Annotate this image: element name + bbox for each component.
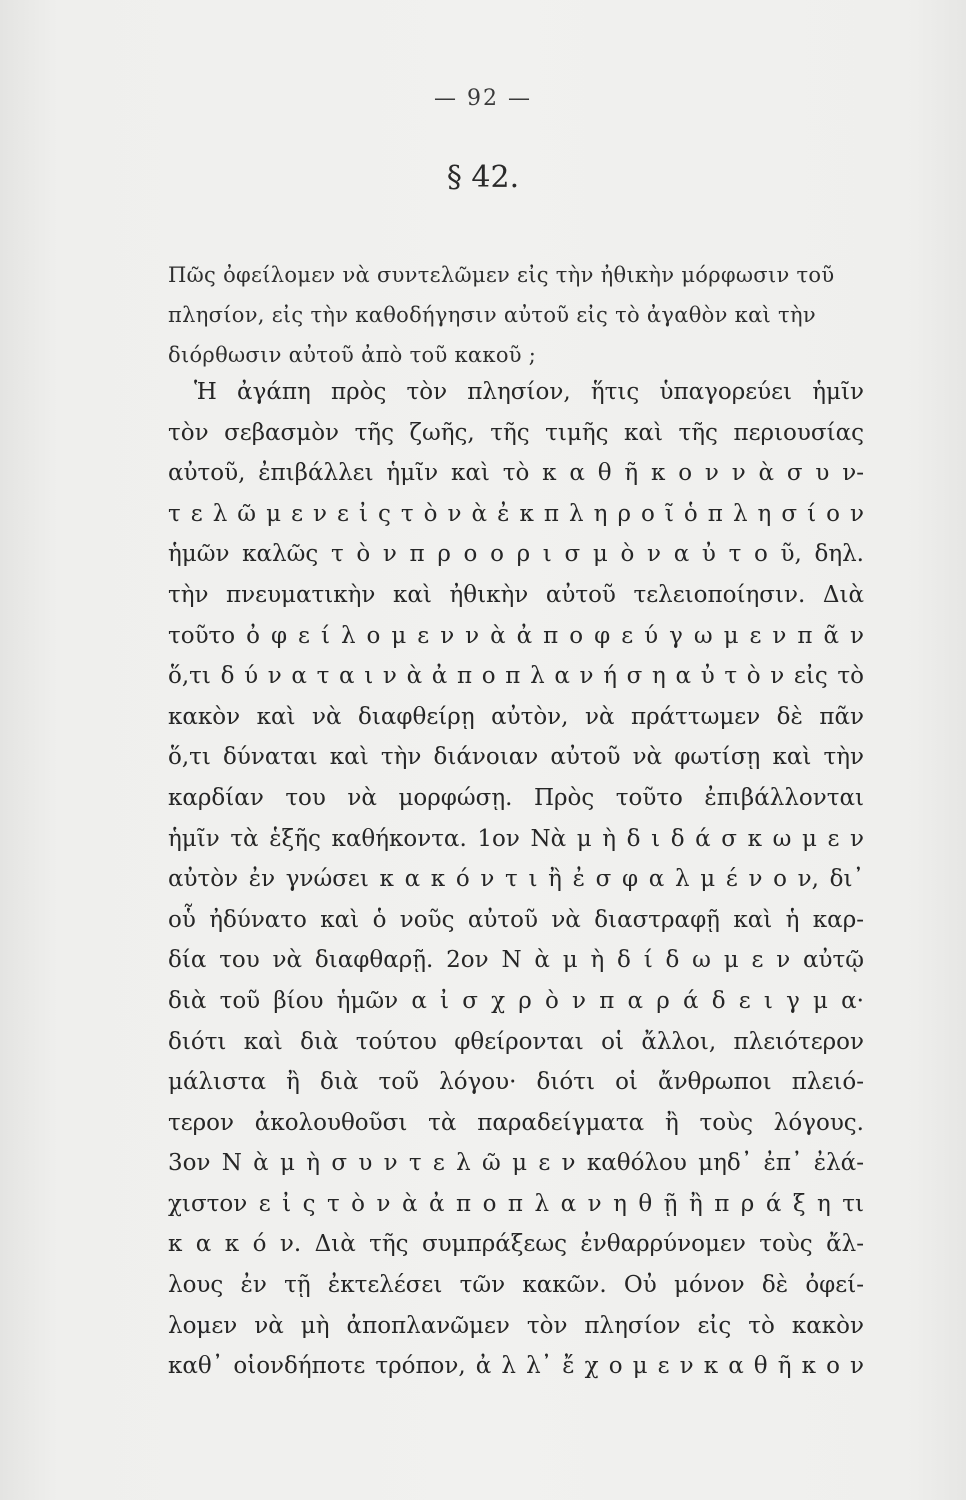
body-line: ὅ,τι δύναται καὶ τὴν διάνοιαν αὐτοῦ νὰ φωτίσῃ καὶ τὴν xyxy=(168,744,864,771)
body-line: κ α κ ό ν. Διὰ τῆς συμπράξεως ἐνθαρρύνομεν τοὺς ἄλ- xyxy=(168,1231,864,1258)
body-line: τὸν σεβασμὸν τῆς ζωῆς, τῆς τιμῆς καὶ τῆς περιουσίας xyxy=(168,419,864,446)
body-line: καθ᾽ οἱονδήποτε τρόπον, ἀ λ λ᾽ ἔ χ ο μ ε ν κ α θ ῆ κ ο ν xyxy=(168,1353,864,1380)
body-line: δία του νὰ διαφθαρῇ. 2ον Ν ὰ μ ὴ δ ί δ ω μ ε ν αὐτῷ xyxy=(168,947,864,974)
body-line: μάλιστα ἢ διὰ τοῦ λόγου· διότι οἱ ἄνθρωποι πλειό- xyxy=(168,1069,864,1096)
section-question xyxy=(168,255,858,375)
body-line: καρδίαν του νὰ μορφώσῃ. Πρὸς τοῦτο ἐπιβάλλονται xyxy=(168,784,864,811)
body-line: τὴν πνευματικὴν καὶ ἠθικὴν αὐτοῦ τελειοποίησιν. Διὰ xyxy=(168,581,864,608)
body-line: αὐτὸν ἐν γνώσει κ α κ ό ν τ ι ἢ ἐ σ φ α λ μ έ ν ο ν, δι᾽ xyxy=(168,866,864,893)
body-line: ἡμῖν τὰ ἑξῆς καθήκοντα. 1ον Νὰ μ ὴ δ ι δ ά σ κ ω μ ε ν xyxy=(168,825,864,852)
body-line: διὰ τοῦ βίου ἡμῶν α ἰ σ χ ρ ὸ ν π α ρ ά δ ε ι γ μ α· xyxy=(168,987,864,1014)
question-line: διόρθωσιν αὐτοῦ ἀπὸ τοῦ κακοῦ ; xyxy=(168,343,537,367)
body-line: ἡμῶν καλῶς τ ὸ ν π ρ ο ο ρ ι σ μ ὸ ν α ὐ τ ο ῦ, δηλ. xyxy=(168,541,864,568)
body-line: οὗ ἠδύνατο καὶ ὁ νοῦς αὐτοῦ νὰ διαστραφῇ καὶ ἡ καρ- xyxy=(168,906,864,933)
body-line: Ἡ ἀγάπη πρὸς τὸν πλησίον, ἥτις ὑπαγορεύει ἡμῖν xyxy=(194,379,864,405)
body-line: τερον ἀκολουθοῦσι τὰ παραδείγματα ἢ τοὺς λόγους. xyxy=(168,1109,864,1136)
question-line: Πῶς ὀφείλομεν νὰ συντελῶμεν εἰς τὴν ἠθικὴν μόρφωσιν τοῦ xyxy=(168,263,835,287)
body-line: διότι καὶ διὰ τούτου φθείρονται οἱ ἄλλοι, πλειότερον xyxy=(168,1028,864,1055)
body-line: τοῦτο ὀ φ ε ί λ ο μ ε ν ν ὰ ἀ π ο φ ε ύ γ ω μ ε ν π ᾶ ν xyxy=(168,622,864,649)
body-line: ὅ,τι δ ύ ν α τ α ι ν ὰ ἀ π ο π λ α ν ή σ η α ὐ τ ὸ ν εἰς τὸ xyxy=(168,663,864,690)
body-line: κακὸν καὶ νὰ διαφθείρῃ αὐτὸν, νὰ πράττωμεν δὲ πᾶν xyxy=(168,703,864,730)
question-line: πλησίον, εἰς τὴν καθοδήγησιν αὐτοῦ εἰς τὸ ἀγαθὸν καὶ τὴν xyxy=(168,303,816,327)
page-number: — 92 — xyxy=(434,86,532,111)
body-line: χιστον ε ἰ ς τ ὸ ν ὰ ἀ π ο π λ α ν η θ ῇ ἢ π ρ ά ξ η τι xyxy=(168,1190,864,1217)
body-paragraph xyxy=(168,372,864,1387)
body-line: λομεν νὰ μὴ ἀποπλανῶμεν τὸν πλησίον εἰς τὸ κακὸν xyxy=(168,1312,864,1339)
body-line: αὐτοῦ, ἐπιβάλλει ἡμῖν καὶ τὸ κ α θ ῆ κ ο ν ν ὰ σ υ ν- xyxy=(168,460,864,487)
section-heading: § 42. xyxy=(446,160,520,195)
body-line: λους ἐν τῇ ἐκτελέσει τῶν κακῶν. Οὐ μόνον δὲ ὀφεί- xyxy=(168,1272,864,1299)
body-line: 3ον Ν ὰ μ ὴ σ υ ν τ ε λ ῶ μ ε ν καθόλου μηδ᾽ ἐπ᾽ ἐλά- xyxy=(168,1150,864,1177)
body-line: τ ε λ ῶ μ ε ν ε ἰ ς τ ὸ ν ὰ ἐ κ π λ η ρ ο ῖ ὁ π λ η σ ί ο ν xyxy=(168,500,864,527)
